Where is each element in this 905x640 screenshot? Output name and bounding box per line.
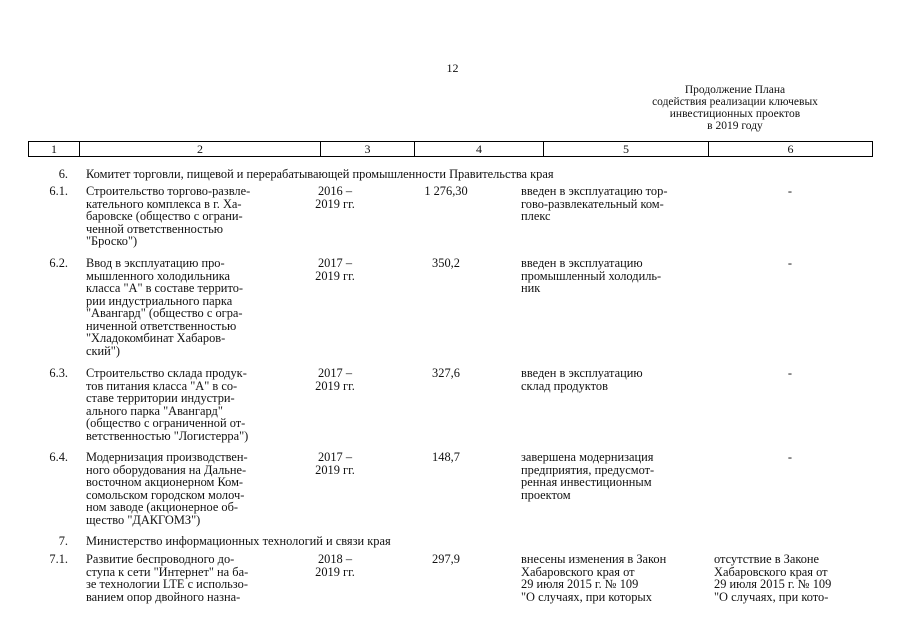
section-number: 7.	[58, 534, 68, 548]
row-note: -	[787, 366, 793, 380]
row-note: -	[787, 256, 793, 270]
row-amount: 350,2	[432, 256, 460, 270]
row-note: отсутствие в Законе Хабаровского края от 29 июля 2015 г. № 109 "О случаях, при кото-	[714, 552, 832, 604]
row-amount: 327,6	[432, 366, 460, 380]
continuation-line: в 2019 году	[707, 120, 763, 132]
header-col-1: 1	[29, 142, 80, 156]
row-number: 6.1.	[49, 184, 68, 198]
row-number: 6.2.	[49, 256, 68, 270]
row-name: Ввод в эксплуатацию про- мышленного холодильника класса "А" в составе террито- рии индустриального парка "Авангард" (общество с огра- ниченной ответственностью "Хладокомбинат Хабаров- ский")	[86, 256, 244, 358]
row-name: Строительство склада продук- тов питания класса "А" в со- ставе территории индустри- ального парка "Авангард" (общество с ограниченной от- ветственностью "Логистерра")	[86, 366, 249, 443]
column-number-header	[28, 141, 873, 157]
row-number: 7.1.	[49, 552, 68, 566]
row-name: Модернизация производствен- ного оборудования на Дальне- восточном акционерном Ком- сомольском городском молоч- ном заводе (акционерное об- щество "ДАКГОМЗ")	[86, 450, 248, 527]
row-period: 2017 – 2019 гг.	[315, 366, 355, 393]
header-col-2: 2	[80, 142, 321, 156]
row-name: Развитие беспроводного до- ступа к сети "Интернет" на ба- зе технологии LTE с использо- ванием опор двойного назна-	[86, 552, 249, 604]
continuation-heading	[610, 84, 860, 132]
header-col-5: 5	[544, 142, 709, 156]
row-result: введен в эксплуатацию склад продуктов	[521, 366, 643, 393]
section-title: Комитет торговли, пищевой и перерабатывающей промышленности Правительства края	[86, 167, 554, 181]
header-col-4: 4	[415, 142, 544, 156]
continuation-line: инвестиционных проектов	[669, 108, 801, 120]
row-number: 6.3.	[49, 366, 68, 380]
row-result: введен в эксплуатацию промышленный холодиль- ник	[521, 256, 662, 295]
continuation-line: Продолжение Плана	[684, 84, 786, 96]
row-note: -	[787, 450, 793, 464]
row-period: 2016 – 2019 гг.	[315, 184, 355, 211]
row-amount: 297,9	[432, 552, 460, 566]
row-amount: 148,7	[432, 450, 460, 464]
row-period: 2018 – 2019 гг.	[315, 552, 355, 579]
row-result: внесены изменения в Закон Хабаровского края от 29 июля 2015 г. № 109 "О случаях, при которых	[521, 552, 667, 604]
row-period: 2017 – 2019 гг.	[315, 450, 355, 477]
row-period: 2017 – 2019 гг.	[315, 256, 355, 283]
continuation-line: содействия реализации ключевых	[652, 96, 818, 108]
section-number: 6.	[58, 167, 68, 181]
header-col-3: 3	[321, 142, 415, 156]
header-col-6: 6	[787, 142, 794, 156]
section-title: Министерство информационных технологий и связи края	[86, 534, 391, 548]
row-result: введен в эксплуатацию тор- гово-развлекательный ком- плекс	[521, 184, 668, 223]
row-name: Строительство торгово-развле- кательного комплекса в г. Ха- баровске (общество с ограни- ченной ответственностью "Броско")	[86, 184, 251, 248]
row-number: 6.4.	[49, 450, 68, 464]
row-amount: 1 276,30	[424, 184, 468, 198]
row-result: завершена модернизация предприятия, предусмот- ренная инвестиционным проектом	[521, 450, 655, 502]
row-note: -	[787, 184, 793, 198]
page-number: 12	[446, 61, 459, 75]
